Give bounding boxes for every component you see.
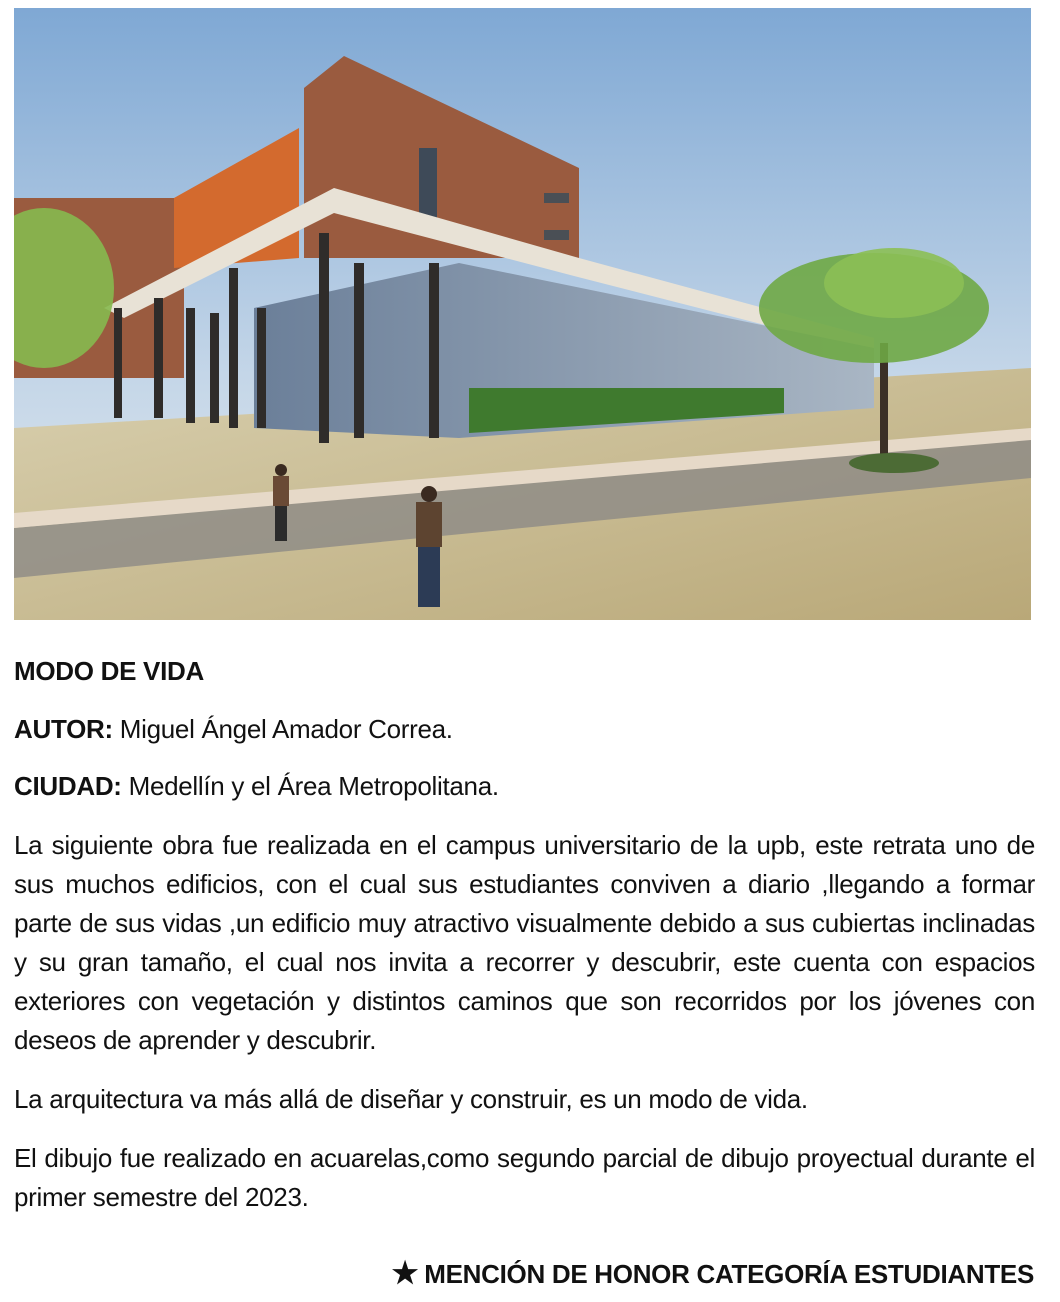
author-line [14, 710, 1035, 749]
author-value: Miguel Ángel Amador Correa. [112, 714, 453, 744]
tower-window [419, 148, 437, 218]
tower-vent [544, 193, 569, 203]
statement-paragraph: La arquitectura va más allá de diseñar y construir, es un modo de vida. [14, 1084, 808, 1114]
city-value: Medellín y el Área Metropolitana. [121, 771, 499, 801]
star-icon: ★ [391, 1257, 419, 1290]
award-text: MENCIÓN DE HONOR CATEGORÍA ESTUDIANTES [424, 1259, 1034, 1289]
city-line [14, 767, 1035, 806]
artwork-image [14, 8, 1031, 620]
tower-vent [544, 230, 569, 240]
work-title: MODO DE VIDA [14, 656, 204, 686]
city-label: CIUDAD: [14, 771, 122, 801]
artwork-description [14, 652, 1035, 1217]
person [416, 486, 442, 607]
award-line [392, 1256, 1034, 1292]
description-paragraph: La siguiente obra fue realizada en el campus universitario de la upb, este retrata uno de sus muchos edificios, con el cual sus estudiantes conviven a diario ,llegando a formar parte de sus vidas ,un edificio muy atractivo visualmente debido a sus cubiertas inclinadas y su gran tamaño, el cual nos invita a recorrer y descubrir, este cuenta con espacios exteriores con vegetación y distintos caminos que son recorridos por los jóvenes con deseos de aprender y descubrir. [14, 830, 1035, 1055]
watercolor-painting [14, 8, 1031, 620]
author-label: AUTOR: [14, 714, 113, 744]
technique-paragraph: El dibujo fue realizado en acuarelas,como segundo parcial de dibujo proyectual durante el primer semestre del 2023. [14, 1143, 1035, 1212]
